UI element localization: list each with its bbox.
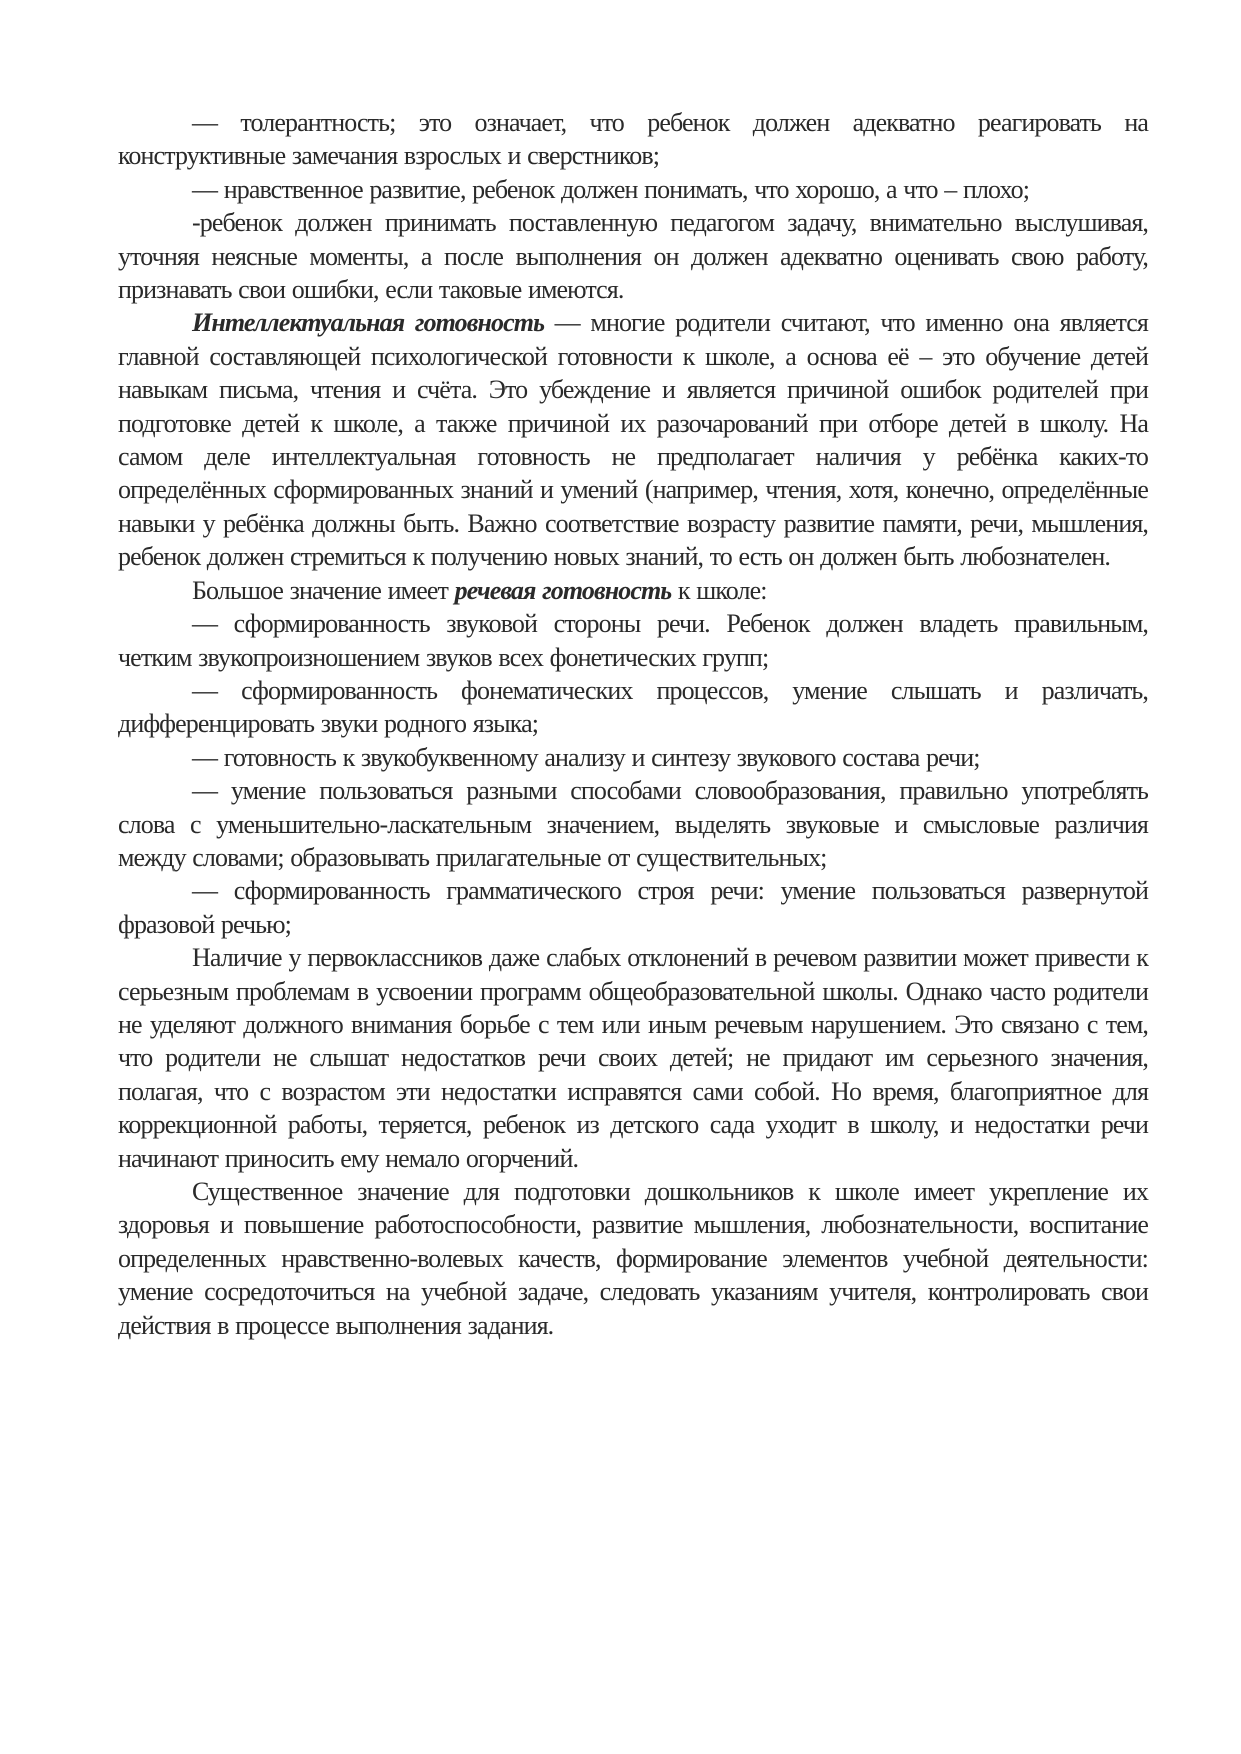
paragraph-speech-deviations: Наличие у первоклассников даже слабых отклонений в речевом развитии может привести к серьезным проблемам в усвоении программ общеобразовательной школы. Однако часто родители не уделяют должного внимания борьбе с тем или иным речевым нарушением. Это связано с тем, что родители не слышат недостатков речи своих детей; не придают им серьезного значения, полагая, что с возрастом эти недостатки исправятся сами собой. Но время, благоприятное для коррекционной работы, теряется, ребенок из детского сада уходит в школу, и недостатки речи начинают приносить ему немало огорчений. — [118, 943, 1148, 1173]
paragraph-word-formation: — умение пользоваться разными способами словообразования, правильно употреблять слова с уменьшительно-ласкательным значением, выделять звуковые и смысловые различия между словами; образовывать прилагательные от существительных; — [118, 776, 1148, 872]
paragraph-speech-readiness-intro — [118, 574, 1148, 607]
emphasis-speech-readiness: речевая готовность — [454, 575, 672, 605]
paragraph-grammar: — сформированность грамматического строя речи: умение пользоваться развернутой фразовой речью; — [118, 876, 1148, 939]
paragraph-phonemic-processes: — сформированность фонематических процессов, умение слышать и различать, дифференцировать звуки родного языка; — [118, 675, 1148, 739]
emphasis-intellectual-readiness: Интеллектуальная готовность — [192, 308, 545, 338]
paragraph-task-acceptance: -ребенок должен принимать поставленную педагогом задачу, внимательно выслушивая, уточняя неясные моменты, а после выполнения он должен адекватно оценивать свою работу, признавать свои ошибки, если таковые имеются. — [118, 208, 1148, 305]
paragraph-intellectual-readiness-body: — многие родители считают, что именно она является главной составляющей психологической готовности к школе, а основа её – это обучение детей навыкам письма, чтения и счёта. Это убеждение и является причиной ошибок родителей при подготовке детей к школе, а также причиной их разочарований при отборе детей в школу. На самом деле интеллектуальная готовность не предполагает наличия у ребёнка каких-то определённых сформированных знаний и умений (например, чтения, хотя, конечно, определённые навыки у ребёнка должны быть. Важно соответствие возрасту развитие памяти, речи, мышления, ребенок должен стремиться к получению новых знаний, то есть он должен быть любознателен. — [118, 308, 1148, 572]
paragraph-intellectual-readiness — [118, 306, 1148, 573]
paragraph-sound-side: — сформированность звуковой стороны речи. Ребенок должен владеть правильным, четким звукопроизношением звуков всех фонетических групп; — [118, 609, 1148, 672]
document-page — [118, 106, 1148, 1342]
speech-intro-after: к школе: — [671, 575, 767, 605]
paragraph-health-and-learning: Существенное значение для подготовки дошкольников к школе имеет укрепление их здоровья и повышение работоспособности, развитие мышления, любознательности, воспитание определенных нравственно-волевых качеств, формирование элементов учебной деятельности: умение сосредоточиться на учебной задаче, следовать указаниям учителя, контролировать свои действия в процессе выполнения задания. — [118, 1177, 1148, 1340]
speech-intro-before: Большое значение имеет — [192, 575, 455, 605]
paragraph-tolerance: — толерантность; это означает, что ребенок должен адекватно реагировать на конструктивные замечания взрослых и сверстников; — [118, 108, 1148, 171]
paragraph-moral-development: — нравственное развитие, ребенок должен понимать, что хорошо, а что – плохо; — [192, 174, 1030, 204]
paragraph-sound-letter-analysis: — готовность к звукобуквенному анализу и синтезу звукового состава речи; — [192, 742, 980, 772]
